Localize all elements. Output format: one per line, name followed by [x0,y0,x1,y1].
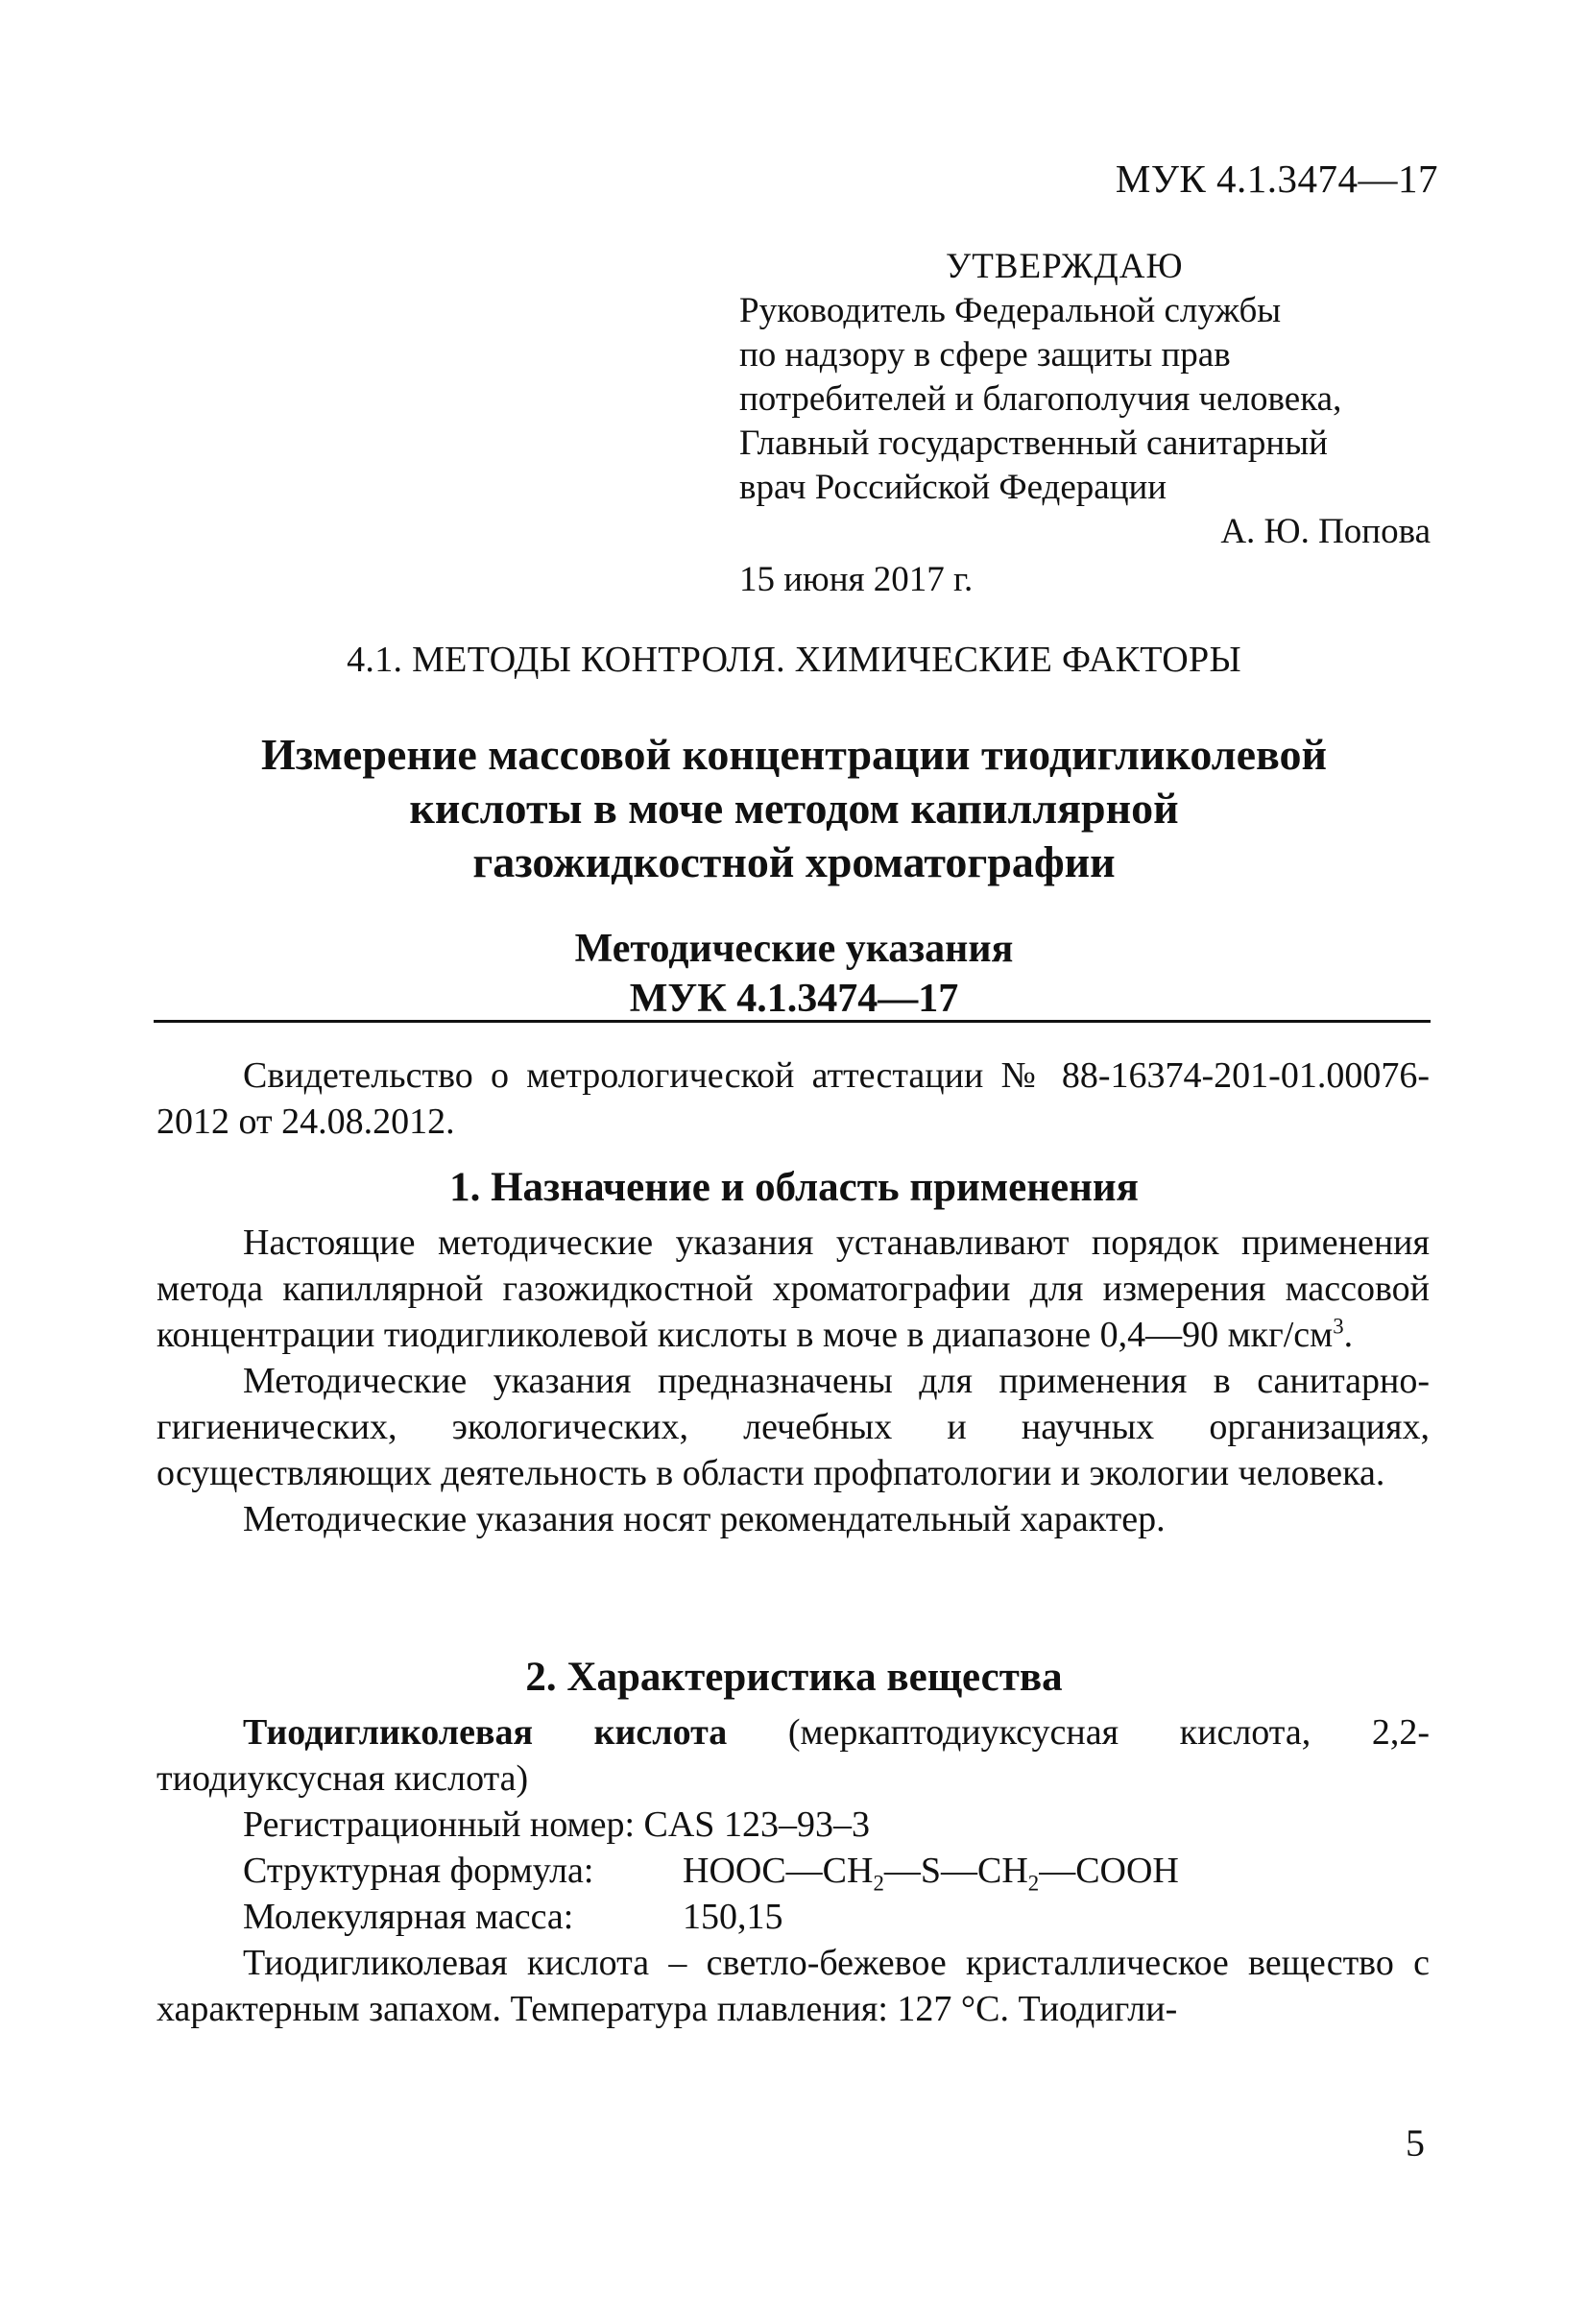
certificate-text [156,1053,1430,1145]
document-subtitle [144,924,1444,1024]
substance-paragraph [156,1709,1430,1802]
approval-line: потребителей и благополучия человека, [739,379,1342,419]
approval-line: по надзору в сфере защиты прав [739,335,1231,375]
section1-paragraph-1 [156,1220,1430,1358]
formula-subscript: 2 [1027,1871,1040,1896]
approval-line: Главный государственный санитарный [739,424,1328,463]
section1-body [156,1220,1430,1542]
approval-line: Руководитель Федеральной службы [739,291,1282,330]
section1-paragraph-2: Методические указания предназначены для применения в санитарно-гигиенических, экологических, лечебных и научных организациях, осуществляющих деятельность в области профпатологии и экологии человека. [156,1361,1430,1493]
formula-label: Структурная формула: [243,1851,594,1891]
document-code: МУК 4.1.3474—17 [1115,157,1438,201]
section2-body [156,1709,1430,2032]
approval-heading: УТВЕРЖДАЮ [946,247,1184,286]
section1-heading: 1. Назначение и область применения [449,1165,1139,1210]
mass-row [156,1894,1430,1940]
formula-subscript: 2 [873,1871,884,1896]
formula-part: —COOH [1039,1851,1179,1891]
description-paragraph: Тиодигликолевая кислота – светло-бежевое кристаллическое вещество с характерным запахом. Температура плавления: 127 °С. Тиодигли- [156,1943,1430,2029]
mass-label: Молекулярная масса: [243,1897,574,1937]
mass-value: 150,15 [683,1897,783,1937]
subtitle-line: МУК 4.1.3474—17 [629,977,959,1021]
paragraph-text: Настоящие методические указания устанавливают порядок применения метода капиллярной газожидкостной хроматографии для измерения массовой концентрации тиодигликолевой кислоты в моче в диапазоне 0,4—90 мкг/см [156,1223,1430,1355]
title-line: газожидкостной хроматографии [472,837,1116,886]
formula-row [156,1848,1430,1894]
superscript: 3 [1333,1314,1344,1339]
paragraph-end: . [1343,1315,1354,1355]
approval-line: врач Российской Федерации [739,468,1167,507]
formula-part: —S—CH [883,1851,1028,1891]
document-title [144,728,1444,889]
approval-date: 15 июня 2017 г. [739,560,974,599]
subtitle-line: Методические указания [574,927,1014,971]
certificate-paragraph: Свидетельство о метрологической аттестации № 88-16374-201-01.00076-2012 от 24.08.2012. [156,1055,1430,1142]
registration-number: Регистрационный номер: CAS 123–93–3 [243,1804,870,1845]
approval-block [739,245,1431,602]
approval-signer: А. Ю. Попова [1220,512,1431,551]
section-caption: 4.1. МЕТОДЫ КОНТРОЛЯ. ХИМИЧЕСКИЕ ФАКТОРЫ [347,640,1241,680]
substance-name: Тиодигликолевая кислота [243,1712,728,1753]
formula-part: HOOC—CH [683,1851,874,1891]
title-line: кислоты в моче методом капиллярной [409,784,1179,833]
section1-paragraph-3: Методические указания носят рекомендательный характер. [243,1499,1166,1539]
horizontal-rule [154,1020,1431,1023]
section2-heading: 2. Характеристика вещества [525,1655,1063,1700]
title-line: Измерение массовой концентрации тиодигликолевой [260,730,1328,779]
page-number: 5 [1406,2121,1425,2165]
formula-value [683,1848,1179,1894]
substance-synonyms: (меркаптодиуксусная кислота, 2,2-тиодиуксусная кислота) [156,1712,1430,1799]
